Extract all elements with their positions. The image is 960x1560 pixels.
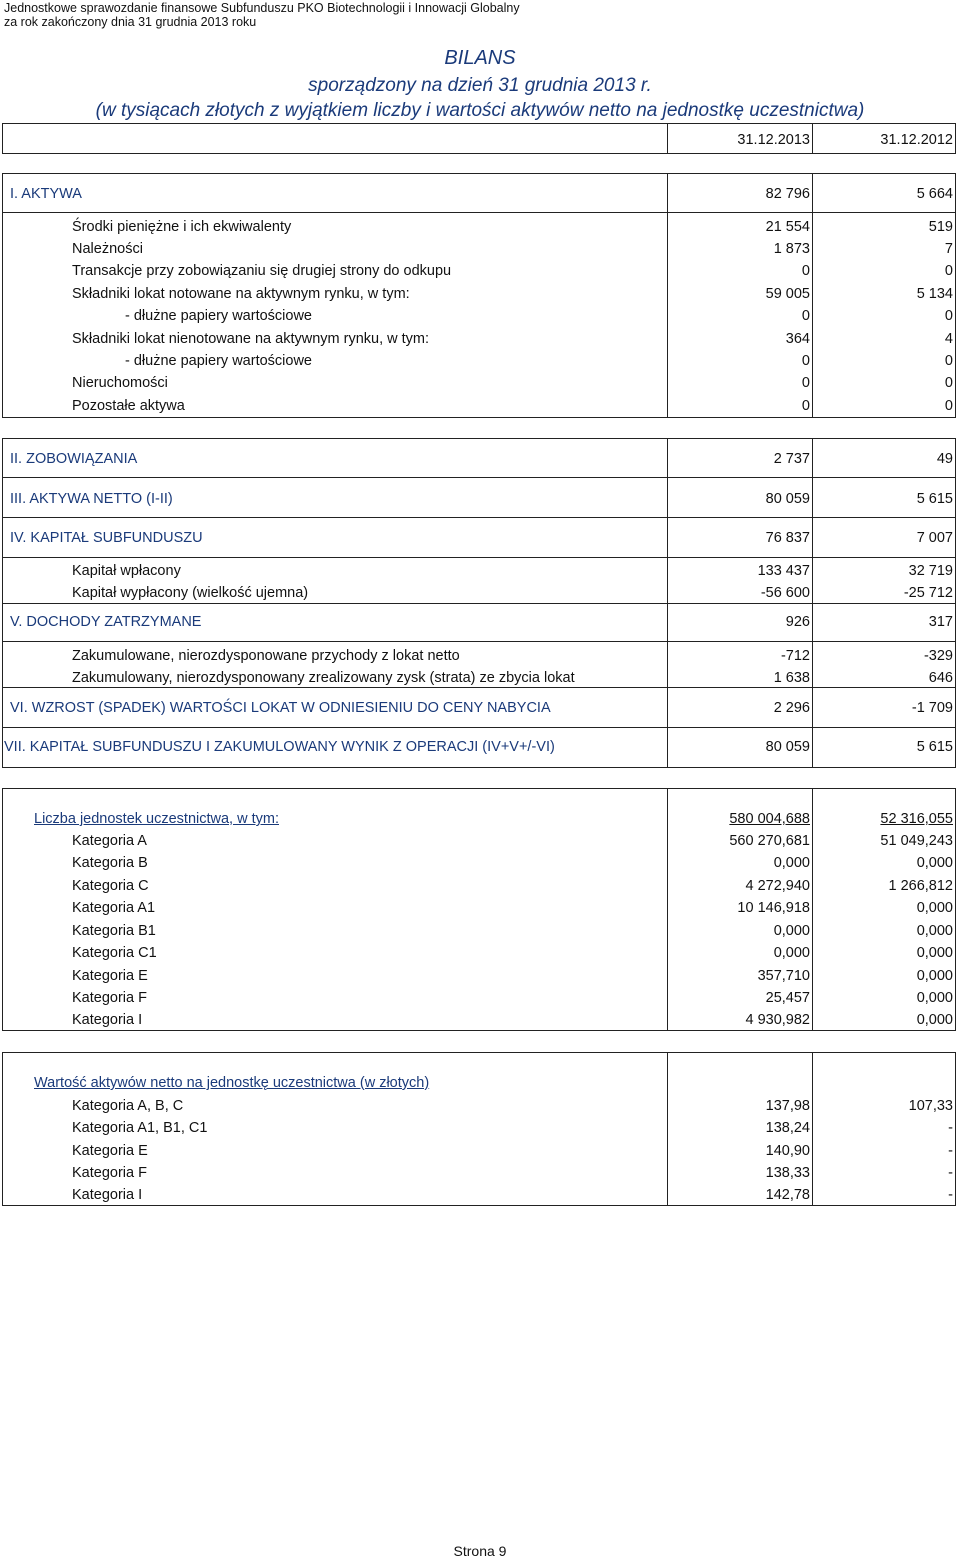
- zobowiazania-row: [0, 448, 960, 470]
- column-2012-label: 31.12.2012: [880, 132, 953, 148]
- table-row: [0, 830, 960, 852]
- wzrost-label: VI. WZROST (SPADEK) WARTOŚCI LOKAT W ODNIESIENIU DO CENY NABYCIA: [10, 700, 551, 716]
- table-row: [0, 897, 960, 919]
- table-row: [0, 667, 960, 689]
- column-2013-label: 31.12.2013: [737, 132, 810, 148]
- table-row: [0, 350, 960, 372]
- row-label: Kapitał wpłacony: [72, 563, 181, 579]
- row-label: Składniki lokat nienotowane na aktywnym rynku, w tym:: [72, 331, 430, 347]
- kapital-wynik-label: VII. KAPITAŁ SUBFUNDUSZU I ZAKUMULOWANY WYNIK Z OPERACJI (IV+V+/-VI): [4, 739, 555, 755]
- row-label: - dłużne papiery wartościowe: [125, 308, 312, 324]
- table-row: [0, 1140, 960, 1162]
- aktywa-v1: 82 796: [765, 186, 810, 202]
- row-v1: 0: [801, 353, 810, 369]
- zobowiazania-v1: 2 737: [773, 451, 810, 467]
- table-row: [0, 582, 960, 604]
- row-label: Kategoria A, B, C: [72, 1098, 184, 1114]
- jednostki-header-row: [0, 808, 960, 830]
- row-v2: 0: [944, 308, 953, 324]
- report-header-line2: za rok zakończony dnia 31 grudnia 2013 roku: [4, 15, 257, 29]
- row-v1: 0: [801, 398, 810, 414]
- row-v2: 0,000: [916, 923, 953, 939]
- row-v2: -: [948, 1187, 953, 1203]
- aktywa-netto-label: III. AKTYWA NETTO (I-II): [10, 491, 173, 507]
- row-v2: 51 049,243: [880, 833, 953, 849]
- row-v1: 140,90: [765, 1143, 810, 1159]
- row-v2: -329: [923, 648, 953, 664]
- wzrost-v2: -1 709: [911, 700, 953, 716]
- row-label: Nieruchomości: [72, 375, 168, 391]
- dochody-row: [0, 611, 960, 633]
- row-label: Kategoria F: [72, 1165, 147, 1181]
- zobowiazania-label: II. ZOBOWIĄZANIA: [10, 451, 138, 467]
- row-label: Kategoria A: [72, 833, 147, 849]
- table-row: [0, 395, 960, 417]
- row-v1: 59 005: [765, 286, 810, 302]
- row-v1: 138,33: [765, 1165, 810, 1181]
- wzrost-v1: 2 296: [773, 700, 810, 716]
- row-v2: -: [948, 1165, 953, 1181]
- row-v2: 32 719: [908, 563, 953, 579]
- table-row: [0, 987, 960, 1009]
- row-v2: 4: [944, 331, 953, 347]
- table-row: [0, 305, 960, 327]
- table-row: [0, 328, 960, 350]
- row-label: Składniki lokat notowane na aktywnym rynku, w tym:: [72, 286, 410, 302]
- row-v2: 0: [944, 398, 953, 414]
- row-label: Kategoria B: [72, 855, 148, 871]
- zobowiazania-v2: 49: [936, 451, 953, 467]
- aktywa-netto-v1: 80 059: [765, 491, 810, 507]
- table-row: [0, 920, 960, 942]
- aktywa-label: I. AKTYWA: [10, 186, 82, 202]
- row-label: Kategoria I: [72, 1012, 143, 1028]
- row-v1: 25,457: [765, 990, 810, 1006]
- row-v1: 0: [801, 263, 810, 279]
- row-v1: 357,710: [757, 968, 810, 984]
- row-label: Kategoria A1, B1, C1: [72, 1120, 208, 1136]
- table-row: [0, 875, 960, 897]
- row-v1: 364: [785, 331, 810, 347]
- row-label: Kategoria F: [72, 990, 147, 1006]
- table-row: [0, 1184, 960, 1206]
- wartosc-header-row: [0, 1072, 960, 1094]
- row-label: Należności: [72, 241, 143, 257]
- row-v2: -: [948, 1143, 953, 1159]
- row-v1: 21 554: [765, 219, 810, 235]
- jednostki-label: Liczba jednostek uczestnictwa, w tym:: [34, 811, 279, 827]
- row-v2: 0,000: [916, 855, 953, 871]
- row-v1: 0,000: [773, 923, 810, 939]
- wzrost-row: [0, 697, 960, 719]
- row-v2: 0,000: [916, 990, 953, 1006]
- row-label: Kategoria C: [72, 878, 149, 894]
- kapital-row: [0, 527, 960, 549]
- page-title: BILANS: [444, 47, 516, 69]
- page-subtitle-date: sporządzony na dzień 31 grudnia 2013 r.: [308, 75, 652, 96]
- row-label: Zakumulowane, nierozdysponowane przychody z lokat netto: [72, 648, 460, 664]
- page-number: Strona 9: [453, 1543, 507, 1559]
- row-v1: 0: [801, 308, 810, 324]
- row-label: Kategoria I: [72, 1187, 143, 1203]
- kapital-wynik-v2: 5 615: [916, 739, 953, 755]
- report-header-line1: Jednostkowe sprawozdanie finansowe Subfunduszu PKO Biotechnologii i Innowacji Globalny: [4, 1, 520, 15]
- kapital-wynik-v1: 80 059: [765, 739, 810, 755]
- row-v2: 646: [928, 670, 953, 686]
- row-v1: 0,000: [773, 945, 810, 961]
- table-row: [0, 238, 960, 260]
- dochody-v2: 317: [928, 614, 953, 630]
- row-v2: 107,33: [908, 1098, 953, 1114]
- row-v2: 7: [944, 241, 953, 257]
- dochody-label: V. DOCHODY ZATRZYMANE: [10, 614, 202, 630]
- row-v2: -: [948, 1120, 953, 1136]
- jednostki-v2: 52 316,055: [880, 811, 953, 827]
- row-v2: 0: [944, 263, 953, 279]
- table-row: [0, 942, 960, 964]
- row-label: Transakcje przy zobowiązaniu się drugiej strony do odkupu: [72, 263, 452, 279]
- row-v1: 133 437: [757, 563, 810, 579]
- row-label: Kategoria E: [72, 968, 148, 984]
- row-v1: 137,98: [765, 1098, 810, 1114]
- row-v1: 138,24: [765, 1120, 810, 1136]
- row-label: Kategoria B1: [72, 923, 156, 939]
- table-row: [0, 645, 960, 667]
- kapital-v1: 76 837: [765, 530, 810, 546]
- row-label: Kapitał wypłacony (wielkość ujemna): [72, 585, 309, 601]
- table-row: [0, 260, 960, 282]
- row-v1: 4 272,940: [745, 878, 810, 894]
- row-v2: 0,000: [916, 945, 953, 961]
- row-v1: 1 873: [773, 241, 810, 257]
- table-row: [0, 1009, 960, 1031]
- row-v1: 10 146,918: [737, 900, 810, 916]
- row-v2: -25 712: [903, 585, 953, 601]
- page-subtitle-units: (w tysiącach złotych z wyjątkiem liczby i wartości aktywów netto na jednostkę uczestnictwa): [95, 100, 865, 121]
- row-v2: 0,000: [916, 968, 953, 984]
- aktywa-row: [0, 183, 960, 205]
- column-header-row: [0, 129, 960, 151]
- row-v2: 519: [928, 219, 953, 235]
- aktywa-netto-row: [0, 488, 960, 510]
- row-v2: 0: [944, 353, 953, 369]
- row-v1: -56 600: [760, 585, 810, 601]
- row-v2: 0,000: [916, 900, 953, 916]
- row-label: Pozostałe aktywa: [72, 398, 185, 414]
- table-row: [0, 283, 960, 305]
- row-v1: -712: [780, 648, 810, 664]
- table-row: [0, 852, 960, 874]
- table-row: [0, 965, 960, 987]
- aktywa-v2: 5 664: [916, 186, 953, 202]
- row-v1: 142,78: [765, 1187, 810, 1203]
- row-v1: 0,000: [773, 855, 810, 871]
- wartosc-label: Wartość aktywów netto na jednostkę uczestnictwa (w złotych): [34, 1075, 430, 1091]
- jednostki-v1: 580 004,688: [729, 811, 810, 827]
- row-label: Kategoria E: [72, 1143, 148, 1159]
- row-label: Środki pieniężne i ich ekwiwalenty: [72, 219, 292, 235]
- row-v1: 4 930,982: [745, 1012, 810, 1028]
- table-row: [0, 372, 960, 394]
- row-v2: 1 266,812: [888, 878, 953, 894]
- kapital-wynik-row: [0, 736, 960, 758]
- row-v1: 0: [801, 375, 810, 391]
- kapital-v2: 7 007: [916, 530, 953, 546]
- row-label: Kategoria A1: [72, 900, 156, 916]
- kapital-label: IV. KAPITAŁ SUBFUNDUSZU: [10, 530, 203, 546]
- row-label: Kategoria C1: [72, 945, 157, 961]
- row-label: Zakumulowany, nierozdysponowany zrealizowany zysk (strata) ze zbycia lokat: [72, 670, 575, 686]
- table-row: [0, 560, 960, 582]
- row-v1: 560 270,681: [729, 833, 810, 849]
- row-v2: 5 134: [916, 286, 953, 302]
- dochody-v1: 926: [785, 614, 810, 630]
- row-v2: 0: [944, 375, 953, 391]
- table-row: [0, 216, 960, 238]
- row-v2: 0,000: [916, 1012, 953, 1028]
- table-row: [0, 1162, 960, 1184]
- aktywa-netto-v2: 5 615: [916, 491, 953, 507]
- row-label: - dłużne papiery wartościowe: [125, 353, 312, 369]
- table-row: [0, 1095, 960, 1117]
- row-v1: 1 638: [773, 670, 810, 686]
- table-row: [0, 1117, 960, 1139]
